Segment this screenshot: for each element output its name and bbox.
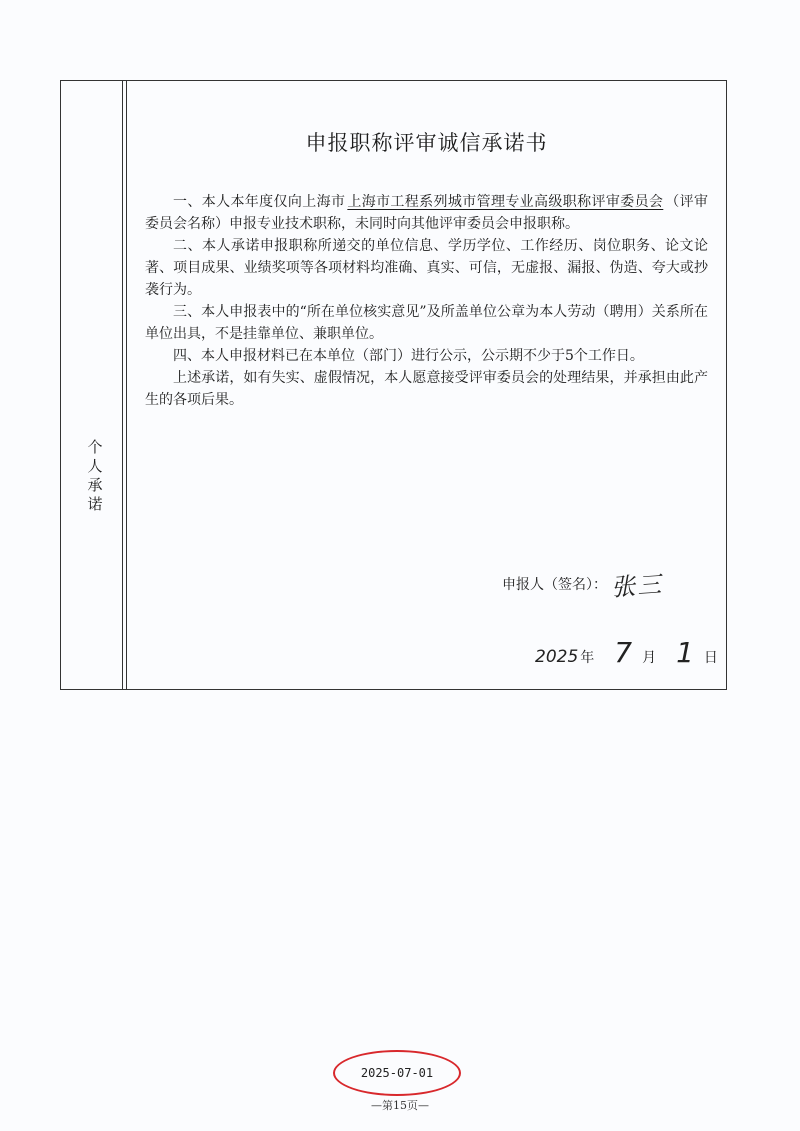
commitment-body xyxy=(145,191,708,411)
date-stamp-ellipse xyxy=(333,1050,461,1096)
document-title: 申报职称评审诚信承诺书 xyxy=(305,131,548,155)
handwritten-signature: 张三 xyxy=(610,570,665,602)
date-year-unit: 年 xyxy=(580,650,595,666)
paragraph-4: 四、本人申报材料已在本单位（部门）进行公示，公示期不少于5个工作日。 xyxy=(173,348,644,364)
date-month: 7 xyxy=(614,636,633,669)
commitment-form-table xyxy=(60,80,727,690)
date-day: 1 xyxy=(676,636,694,669)
committee-name: 上海市工程系列城市管理专业高级职称评审委员会 xyxy=(347,194,664,210)
main-column xyxy=(127,81,726,689)
date-month-unit: 月 xyxy=(642,650,657,666)
paragraph-5: 上述承诺，如有失实、虚假情况，本人愿意接受评审委员会的处理结果，并承担由此产生的各项后果。 xyxy=(145,370,708,408)
paragraph-2: 二、本人承诺申报职称所递交的单位信息、学历学位、工作经历、岗位职务、论文论著、项目成果、业绩奖项等各项材料均准确、真实、可信，无虚报、漏报、伪造、夸大或抄袭行为。 xyxy=(145,238,708,298)
paragraph-1 xyxy=(145,191,708,235)
date-row xyxy=(535,636,718,669)
side-label: 个人承诺 xyxy=(87,438,103,513)
page-number: —第15页— xyxy=(371,1099,429,1112)
date-year: 2025 xyxy=(535,647,579,667)
side-column xyxy=(61,81,127,689)
paragraph-3: 三、本人申报表中的“所在单位核实意见”及所盖单位公章为本人劳动（聘用）关系所在单位出具，不是挂靠单位、兼职单位。 xyxy=(145,304,708,342)
stamp-date: 2025-07-01 xyxy=(360,1066,434,1080)
paragraph-1-prefix: 一、本人本年度仅向上海市 xyxy=(173,194,346,210)
paragraph-1-suffix: （评审委员会名称）申报专业技术职称，未同时向其他评审委员会申报职称。 xyxy=(145,194,709,232)
signer-label: 申报人（签名）： xyxy=(502,576,607,593)
date-day-unit: 日 xyxy=(703,650,718,666)
signature-row xyxy=(502,566,663,601)
